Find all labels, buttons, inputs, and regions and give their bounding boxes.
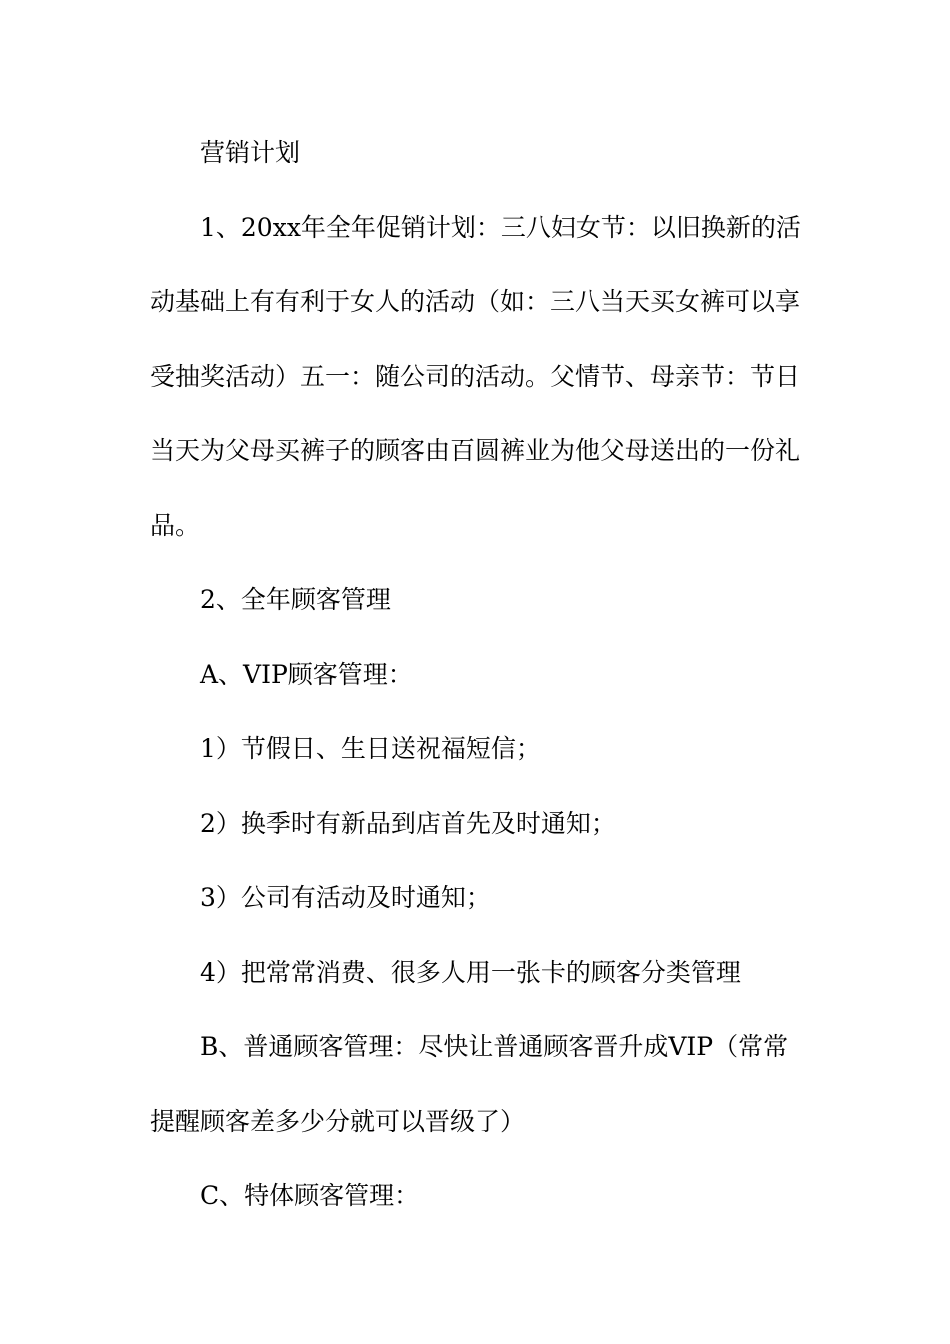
paragraph-special-management: C、特体顾客管理： [200,1181,420,1210]
list-item-vip-2: 2）换季时有新品到店首先及时通知； [200,808,616,838]
paragraph-regular-management: B、普通顾客管理：尽快让普通顾客晋升成VIP（常常提醒顾客差多少分就可以晋级了） [150,1032,789,1136]
paragraph-customer-management: 2、全年顾客管理 [200,585,391,614]
list-item-vip-1: 1）节假日、生日送祝福短信； [200,734,541,763]
document-title: 营销计划 [200,138,301,167]
document-body [150,116,810,1234]
paragraph-vip-management: A、VIP顾客管理： [200,659,413,689]
paragraph-promotion-plan: 1、20xx年全年促销计划：三八妇女节：以旧换新的活动基础上有有利于女人的活动（如：三八当天买女裤可以享受抽奖活动）五一：随公司的活动。父情节、母亲节：节日当天为父母买裤子的顾客由百圆裤业为他父母送出的一份礼品。 [150,212,801,540]
list-item-vip-4: 4）把常常消费、很多人用一张卡的顾客分类管理 [200,957,741,987]
list-item-vip-3: 3）公司有活动及时通知； [200,883,491,912]
